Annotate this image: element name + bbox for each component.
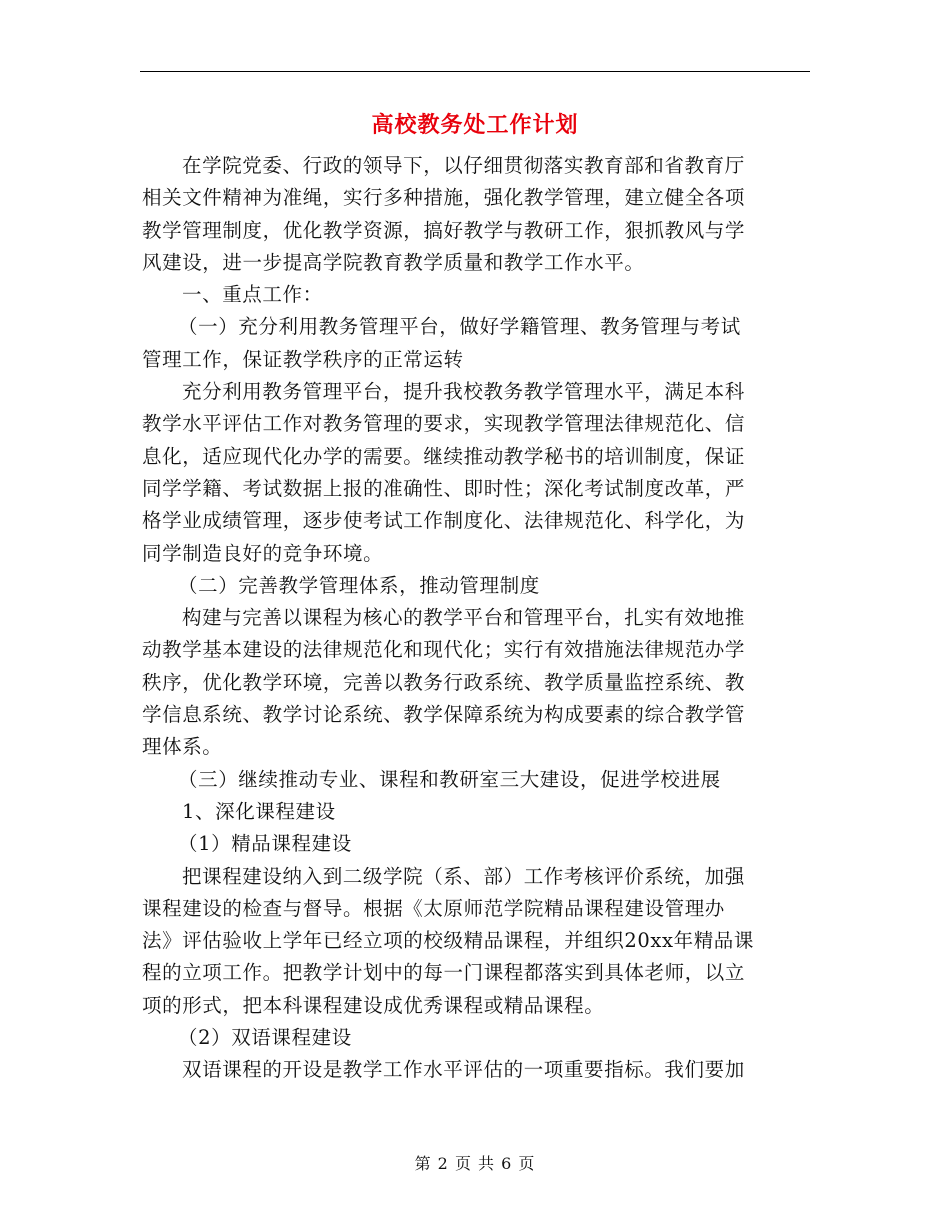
paragraph-line: 学信息系统、教学讨论系统、教学保障系统为构成要素的综合教学管	[142, 703, 746, 727]
header-rule	[140, 71, 810, 72]
paragraph-line: 息化，适应现代化办学的需要。继续推动教学秘书的培训制度，保证	[142, 444, 746, 468]
subsection-heading: （一）充分利用教务管理平台，做好学籍管理、教务管理与考试	[178, 315, 741, 339]
subsection-heading: （二）完善教学管理体系，推动管理制度	[178, 573, 540, 597]
paragraph-line: 法》评估验收上学年已经立项的校级精品课程，并组织20xx年精品课	[142, 929, 755, 953]
document-title: 高校教务处工作计划	[371, 112, 579, 138]
paragraph-line: 相关文件精神为准绳，实行多种措施，强化教学管理，建立健全各项	[142, 186, 746, 210]
page-footer: 第 2 页 共 6 页	[414, 1154, 536, 1173]
paragraph-line: 格学业成绩管理，逐步使考试工作制度化、法律规范化、科学化，为	[142, 509, 746, 533]
paragraph-line: 程的立项工作。把教学计划中的每一门课程都落实到具体老师，以立	[142, 961, 746, 985]
subsection-heading: （三）继续推动专业、课程和教研室三大建设，促进学校进展	[178, 767, 721, 791]
document-body	[142, 150, 810, 1087]
paragraph-line: 秩序，优化教学环境，完善以教务行政系统、教学质量监控系统、教	[142, 670, 746, 694]
paragraph-line: 教学管理制度，优化教学资源，搞好教学与教研工作，狠抓教风与学	[142, 218, 746, 242]
paragraph-line: 项的形式，把本科课程建设成优秀课程或精品课程。	[142, 993, 605, 1017]
paragraph-line: 同学制造良好的竞争环境。	[142, 541, 384, 565]
paragraph-line: 风建设，进一步提高学院教育教学质量和教学工作水平。	[142, 250, 645, 274]
item-heading: 1、深化课程建设	[182, 799, 336, 823]
paragraph-line: 充分利用教务管理平台，提升我校教务教学管理水平，满足本科	[182, 380, 745, 404]
paragraph-line: 同学学籍、考试数据上报的准确性、即时性；深化考试制度改革，严	[142, 476, 746, 500]
paragraph-line: 课程建设的检查与督导。根据《太原师范学院精品课程建设管理办	[142, 896, 725, 920]
paragraph-line: 构建与完善以课程为核心的教学平台和管理平台，扎实有效地推	[182, 606, 745, 630]
paragraph-line: 在学院党委、行政的领导下，以仔细贯彻落实教育部和省教育厅	[182, 154, 745, 177]
item-heading: （2）双语课程建设	[178, 1026, 352, 1050]
paragraph-line: 动教学基本建设的法律规范化和现代化；实行有效措施法律规范办学	[142, 638, 746, 662]
paragraph-line: 把课程建设纳入到二级学院（系、部）工作考核评价系统，加强	[182, 864, 745, 888]
item-heading: （1）精品课程建设	[178, 832, 352, 856]
paragraph-line: 双语课程的开设是教学工作水平评估的一项重要指标。我们要加	[182, 1058, 745, 1082]
paragraph-line: 理体系。	[142, 735, 223, 759]
subsection-heading: 管理工作，保证教学秩序的正常运转	[142, 347, 464, 371]
section-heading: 一、重点工作：	[182, 283, 323, 307]
paragraph-line: 教学水平评估工作对教务管理的要求，实现教学管理法律规范化、信	[142, 412, 746, 436]
